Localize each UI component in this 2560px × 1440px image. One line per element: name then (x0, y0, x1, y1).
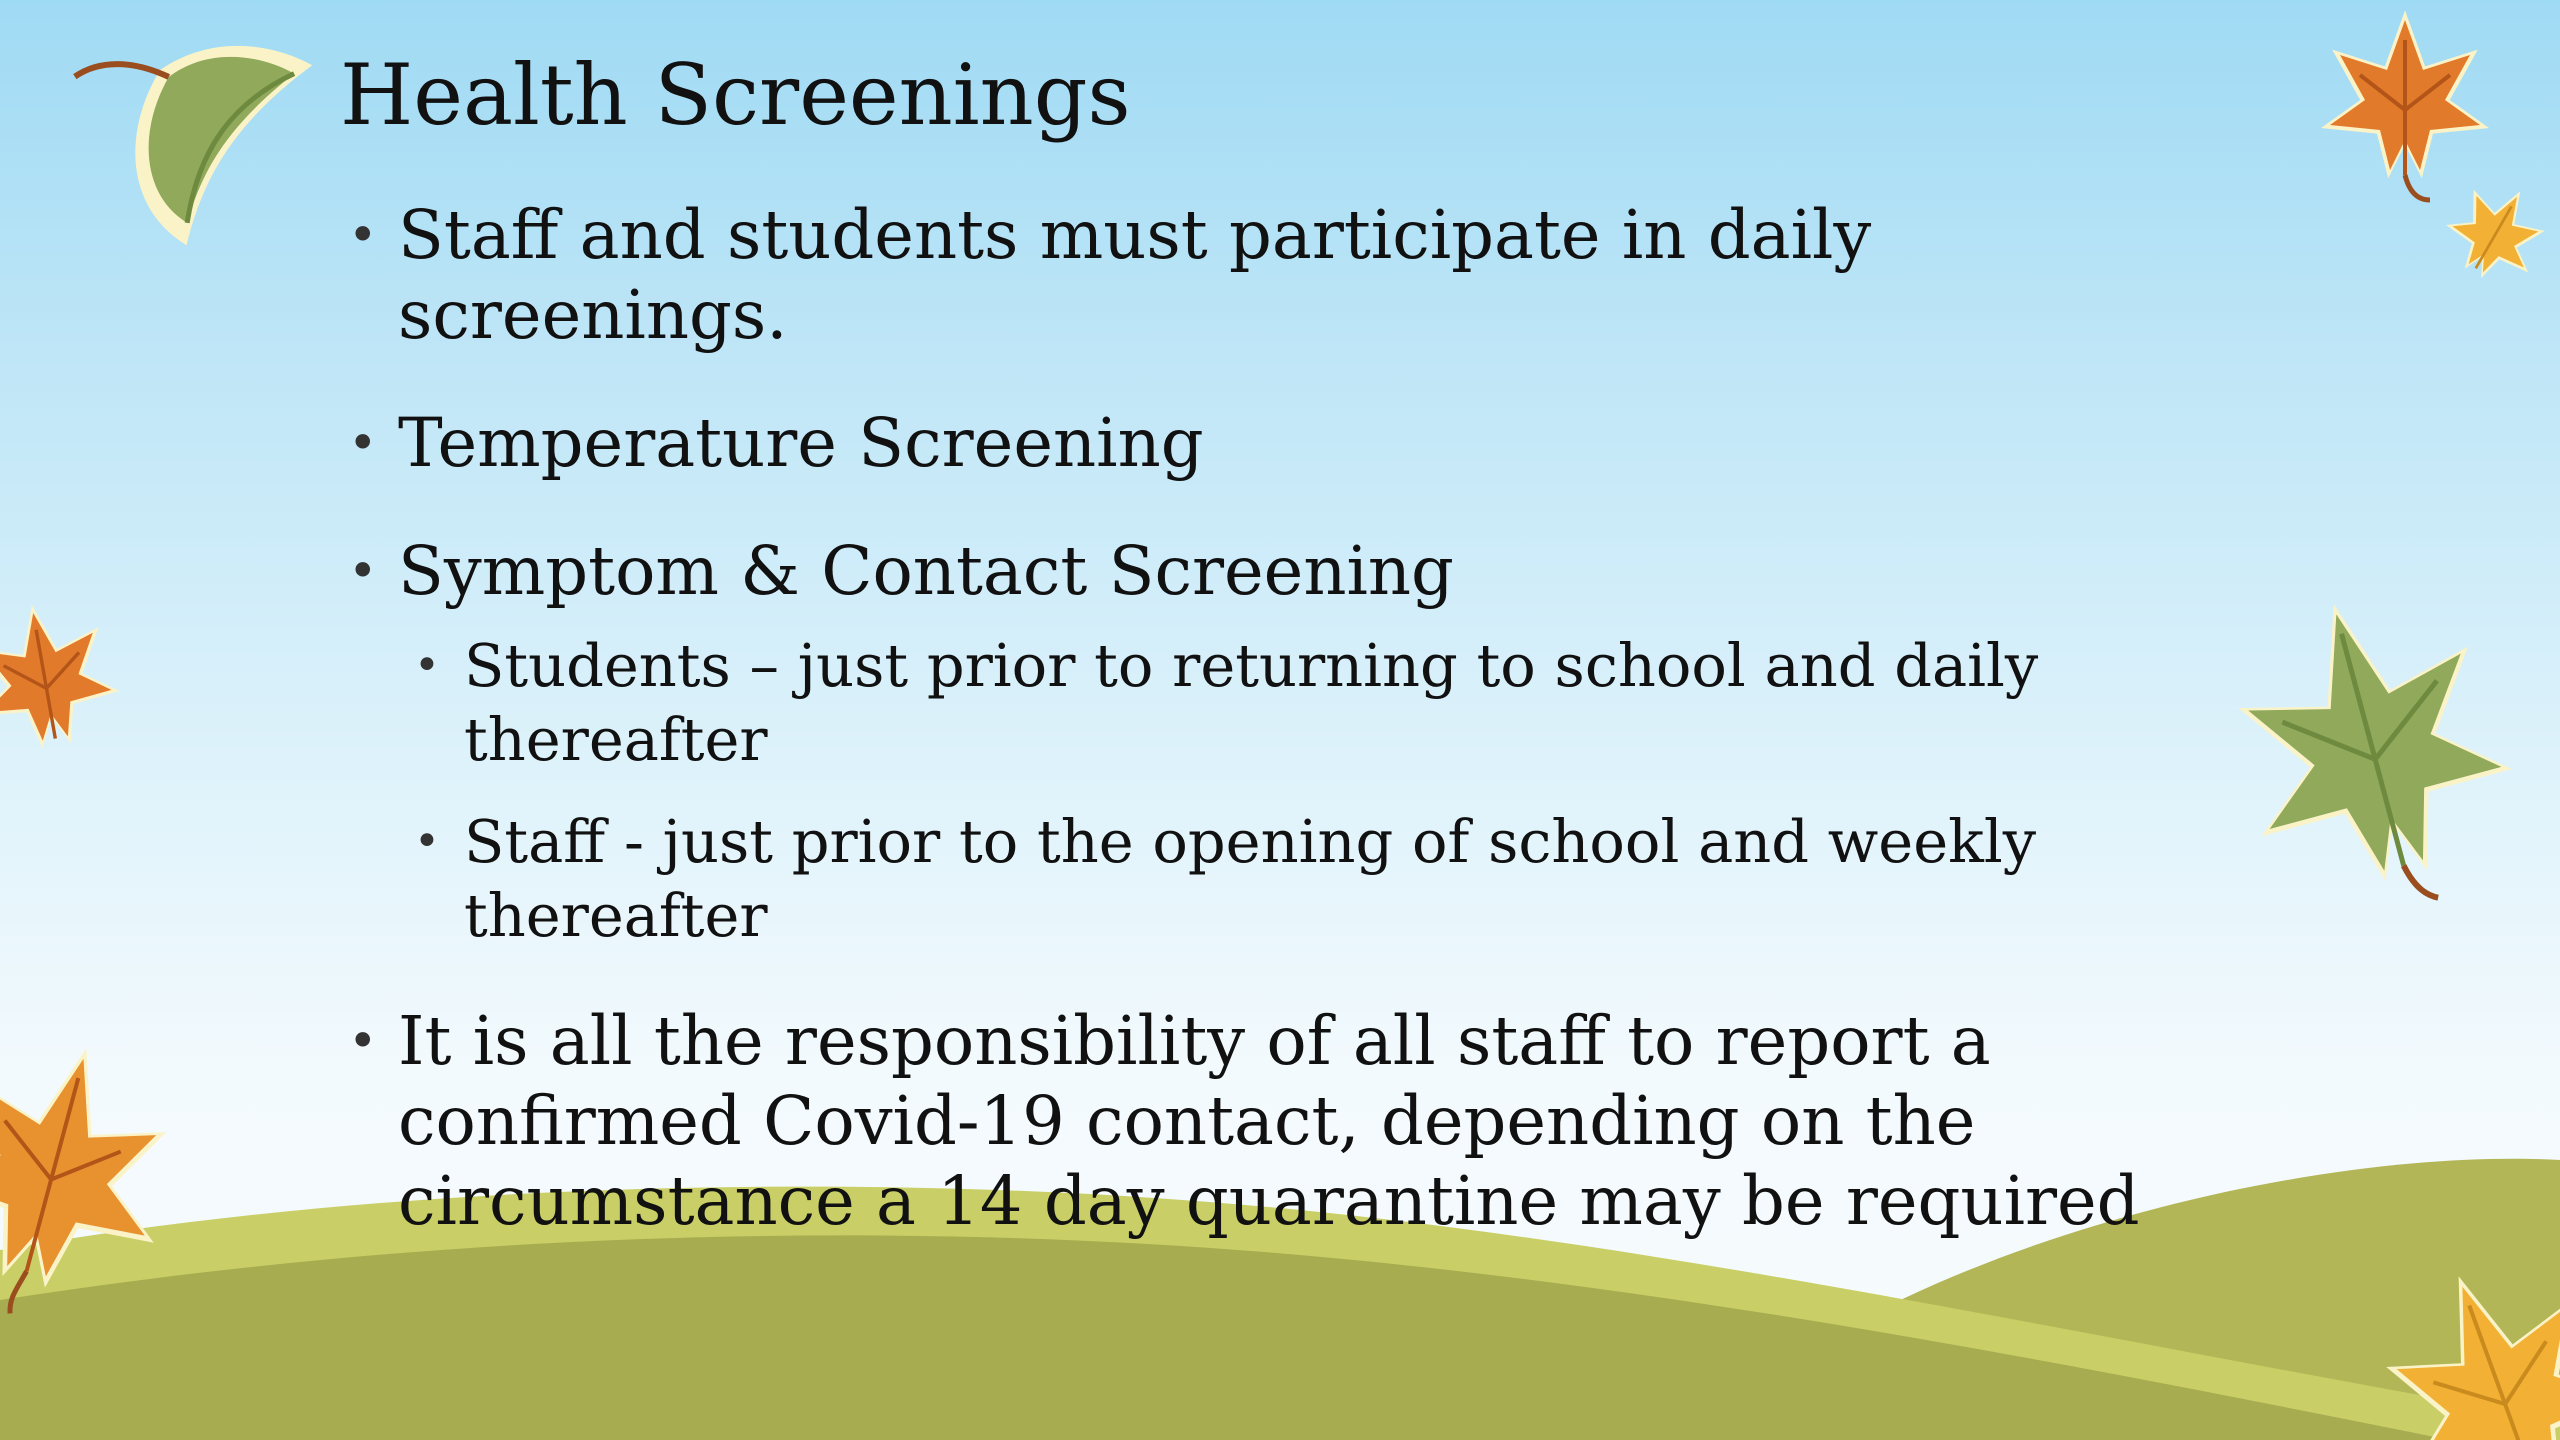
bullet-dot: • (348, 206, 378, 264)
bullet-dot: • (414, 640, 440, 691)
sub-bullet-item (406, 629, 2260, 777)
bullet-item (340, 531, 2260, 611)
bullet-text: It is all the responsibility of all staff to report a confirmed Covid-19 contact, depending on the circumstance a 14 day quarantine may be required (398, 1002, 2140, 1240)
bullet-dot: • (414, 816, 440, 867)
bullet-item (340, 403, 2260, 483)
leaf-icon (74, 0, 358, 258)
bullet-dot: • (348, 414, 378, 472)
maple-leaf-icon (0, 593, 127, 758)
bullet-text: Staff and students must participate in daily screenings. (398, 196, 1872, 354)
bullet-dot: • (348, 542, 378, 600)
bullet-list (340, 195, 2260, 1241)
sub-bullet-list (340, 629, 2260, 953)
sub-bullet-item (406, 805, 2260, 953)
sub-bullet-text: Students – just prior to returning to school and daily thereafter (464, 631, 2039, 774)
bullet-text: Symptom & Contact Screening (398, 532, 1454, 610)
bullet-item (340, 1001, 2260, 1241)
maple-leaf-icon (2432, 167, 2560, 297)
maple-leaf-icon (2321, 10, 2489, 200)
slide-title: Health Screenings (340, 46, 1131, 144)
bullet-text: Temperature Screening (398, 404, 1204, 482)
bullet-dot: • (348, 1012, 378, 1070)
bullet-item (340, 195, 2260, 355)
sub-bullet-text: Staff - just prior to the opening of school and weekly thereafter (464, 807, 2037, 950)
